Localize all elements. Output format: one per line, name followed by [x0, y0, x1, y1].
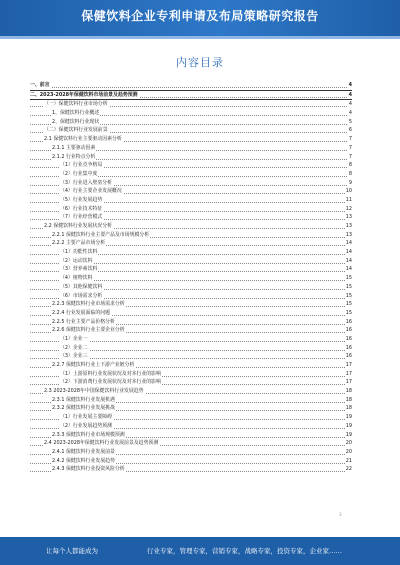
toc-entry-label: （1）功能性饮料 — [60, 249, 98, 256]
toc-entry[interactable] — [30, 457, 352, 466]
toc-leader-dots — [30, 87, 347, 88]
toc-entry[interactable] — [30, 239, 352, 248]
footer-bar — [0, 537, 400, 565]
toc-entry[interactable] — [30, 179, 352, 188]
toc-entry-page: 7 — [348, 136, 352, 143]
toc-entry[interactable] — [30, 378, 352, 387]
toc-heading: 内容目录 — [176, 56, 224, 69]
toc-entry[interactable] — [30, 431, 352, 440]
toc-entry-label: （2）行业发展趋势预测 — [60, 422, 113, 429]
toc-entry[interactable] — [30, 231, 352, 240]
toc-entry[interactable] — [30, 300, 352, 309]
toc-entry-label: 2.3.1 保健饮料行业发展机遇 — [52, 396, 115, 403]
toc-entry-label: （一）保健饮料行业市场分析 — [44, 101, 108, 108]
toc-entry[interactable] — [30, 222, 352, 231]
toc-entry[interactable] — [30, 170, 352, 179]
toc-entry-label: 2.2.3 保健饮料行业市场需求分析 — [52, 301, 125, 308]
toc-entry-page: 22 — [345, 466, 352, 473]
toc-entry-label: 2.3 2023-2028年中国保健饮料行业发展趋势 — [44, 388, 144, 395]
toc-entry-label: 2.2.6 保健饮料行业主要企业分析 — [52, 327, 125, 334]
report-header-bar — [0, 0, 400, 36]
toc-entry[interactable] — [30, 91, 352, 101]
toc-entry-label: （3）企业三 — [60, 353, 88, 360]
toc-entry-page: 7 — [348, 153, 352, 160]
toc-entry-label: （1）上游原料行业发展状况及对本行业的影响 — [60, 370, 161, 377]
toc-entry[interactable] — [30, 396, 352, 405]
toc-entry[interactable] — [30, 205, 352, 214]
toc-entry-label: 2.3.3 保健饮料行业市场规模预测 — [52, 431, 125, 438]
header-accent-band — [0, 36, 400, 39]
toc-entry-page: 4 — [348, 110, 352, 117]
toc-entry[interactable] — [30, 387, 352, 396]
toc-entry-page: 8 — [348, 162, 352, 169]
toc-entry[interactable] — [30, 274, 352, 283]
toc-entry[interactable] — [30, 439, 352, 448]
toc-entry-label: 2.2.2 主要产品市场分析 — [52, 240, 106, 247]
toc-entry-label: 二、2023-2028年保健饮料市场前景及趋势预测 — [30, 91, 138, 98]
toc-entry-page: 4 — [348, 82, 352, 88]
toc-entry[interactable] — [30, 109, 352, 118]
toc-entry-page: 15 — [345, 309, 352, 316]
toc-entry-label: 2.4.3 保健饮料行业投资风险分析 — [52, 466, 125, 473]
toc-entry-page: 5 — [348, 118, 352, 125]
toc-entry[interactable] — [30, 344, 352, 353]
toc-entry-label: （2）企业二 — [60, 344, 88, 351]
toc-entry[interactable] — [30, 81, 352, 91]
toc-entry-page: 13 — [345, 231, 352, 238]
toc-entry-label: （6）行业技术特征 — [60, 205, 103, 212]
toc-entry-label: （3）营养素饮料 — [60, 266, 98, 273]
toc-entry-page: 21 — [345, 457, 352, 464]
toc-entry-label: 一、前言 — [30, 82, 50, 88]
toc-entry-page: 16 — [345, 335, 352, 342]
toc-entry[interactable] — [30, 153, 352, 162]
toc-entry-page: 4 — [348, 91, 352, 98]
toc-entry[interactable] — [30, 352, 352, 361]
footer-slogan-left: 让每个人都能成为 — [46, 547, 98, 555]
toc-entry-label: 2.1.1 主要驱动因素 — [52, 144, 96, 151]
toc-entry-label: 2.2.4 行业发展面临的问题 — [52, 309, 111, 316]
toc-entry-page: 14 — [345, 266, 352, 273]
toc-entry[interactable] — [30, 135, 352, 144]
toc-entry-label: （7）行业经营模式 — [60, 214, 103, 221]
toc-entry-page: 4 — [348, 101, 352, 108]
table-of-contents — [30, 81, 352, 474]
toc-entry-label: （4）行业主要企业发展概况 — [60, 188, 122, 195]
footer-slogan-right: 行业专家，管理专家，营销专家，战略专家，投资专家，企业家…… — [147, 547, 342, 555]
toc-entry-label: 2.1.2 行业特点分析 — [52, 153, 96, 160]
toc-entry-label: （1）行业发展主要障碍 — [60, 414, 113, 421]
toc-entry-label: （2）下游消费行业发展状况及对本行业的影响 — [60, 379, 161, 386]
toc-entry[interactable] — [30, 335, 352, 344]
toc-entry[interactable] — [30, 118, 352, 127]
toc-entry-label: 2、保健饮料行业现状 — [52, 118, 100, 125]
toc-entry-page: 15 — [345, 283, 352, 290]
toc-entry-label: （二）保健饮料行业发展前景 — [44, 127, 108, 134]
toc-entry[interactable] — [30, 361, 352, 370]
report-title: 保健饮料企业专利申请及布局策略研究报告 — [81, 9, 319, 23]
toc-entry-page: 17 — [345, 362, 352, 368]
toc-entry[interactable] — [30, 326, 352, 335]
toc-entry[interactable] — [30, 292, 352, 301]
toc-entry[interactable] — [30, 422, 352, 431]
toc-entry[interactable] — [30, 126, 352, 135]
toc-entry-page: 13 — [345, 214, 352, 221]
toc-entry-label: （1）企业一 — [60, 335, 88, 342]
toc-entry-label: （3）行业进入壁垒分析 — [60, 179, 113, 186]
toc-entry-page: 6 — [348, 127, 352, 134]
toc-entry-page: 15 — [345, 292, 352, 299]
toc-entry-page: 20 — [345, 448, 352, 455]
toc-entry-page: 8 — [348, 170, 352, 177]
toc-entry-page: 11 — [345, 196, 352, 203]
toc-entry-page: 12 — [345, 205, 352, 212]
toc-entry-page: 18 — [345, 405, 352, 412]
toc-entry[interactable] — [30, 404, 352, 413]
toc-entry-page: 7 — [348, 144, 352, 151]
toc-entry-page: 14 — [345, 257, 352, 264]
toc-entry[interactable] — [30, 265, 352, 274]
toc-entry-page: 15 — [345, 275, 352, 282]
toc-entry-page: 17 — [345, 379, 352, 386]
toc-entry-page: 19 — [345, 431, 352, 438]
toc-entry-label: 2.2 保健饮料行业发展状况分析 — [44, 223, 113, 229]
toc-entry-label: （5）其他保健饮料 — [60, 283, 103, 290]
toc-entry-page: 16 — [345, 318, 352, 325]
toc-entry-page: 9 — [348, 179, 352, 186]
toc-entry[interactable] — [30, 100, 352, 109]
toc-entry-label: 2.2.1 保健饮料行业主要产品及市场规模分析 — [52, 231, 150, 238]
toc-entry-label: （2）运动饮料 — [60, 257, 93, 264]
toc-entry-page: 18 — [345, 388, 352, 395]
toc-entry[interactable] — [30, 318, 352, 327]
toc-entry-page: 20 — [345, 440, 352, 447]
toc-entry-label: 1、保健饮料行业概述 — [52, 110, 100, 117]
toc-entry-label: 2.4.1 保健饮料行业发展前景 — [52, 448, 115, 455]
toc-entry-label: 2.3.2 保健饮料行业发展挑战 — [52, 405, 115, 412]
toc-entry-label: 2.4 2023-2028年保健饮料行业发展前景及趋势预测 — [44, 440, 159, 447]
toc-entry-label: （5）行业发展趋势 — [60, 196, 103, 203]
toc-entry-page: 16 — [345, 344, 352, 351]
toc-entry-page: 13 — [345, 223, 352, 229]
toc-entry-page: 17 — [345, 370, 352, 377]
toc-entry-label: 2.4.2 保健饮料行业发展趋势 — [52, 457, 115, 464]
toc-entry[interactable] — [30, 161, 352, 170]
toc-entry-page: 14 — [345, 249, 352, 256]
toc-entry-page: 16 — [345, 353, 352, 360]
toc-entry[interactable] — [30, 257, 352, 266]
toc-entry[interactable] — [30, 448, 352, 457]
toc-entry[interactable] — [30, 370, 352, 379]
toc-entry-label: （1）行业竞争格局 — [60, 162, 103, 169]
toc-entry[interactable] — [30, 144, 352, 153]
toc-entry-page: 10 — [345, 188, 352, 195]
page-number: 3 — [339, 512, 342, 517]
toc-entry[interactable] — [30, 413, 352, 422]
toc-entry-page: 19 — [345, 414, 352, 421]
toc-entry[interactable] — [30, 283, 352, 292]
toc-entry-label: 2.1 保健饮料行业主要驱动因素分析 — [44, 136, 122, 143]
toc-entry-page: 19 — [345, 422, 352, 429]
toc-entry[interactable] — [30, 465, 352, 474]
toc-entry-page: 18 — [345, 396, 352, 403]
toc-entry[interactable] — [30, 248, 352, 257]
toc-entry[interactable] — [30, 196, 352, 205]
toc-entry[interactable] — [30, 309, 352, 318]
toc-entry[interactable] — [30, 213, 352, 222]
toc-entry-label: （4）植物饮料 — [60, 275, 93, 282]
toc-entry-page: 14 — [345, 240, 352, 247]
toc-entry-label: 2.2.5 行业主要产品价格分析 — [52, 318, 115, 325]
toc-entry-page: 16 — [345, 327, 352, 334]
toc-entry-label: （2）行业集中度 — [60, 170, 98, 177]
toc-entry-label: 2.2.7 保健饮料行业上下游产业链分析 — [52, 362, 135, 368]
toc-entry-label: （6）市场需求分析 — [60, 292, 103, 299]
toc-entry-page: 15 — [345, 301, 352, 308]
toc-entry[interactable] — [30, 187, 352, 196]
